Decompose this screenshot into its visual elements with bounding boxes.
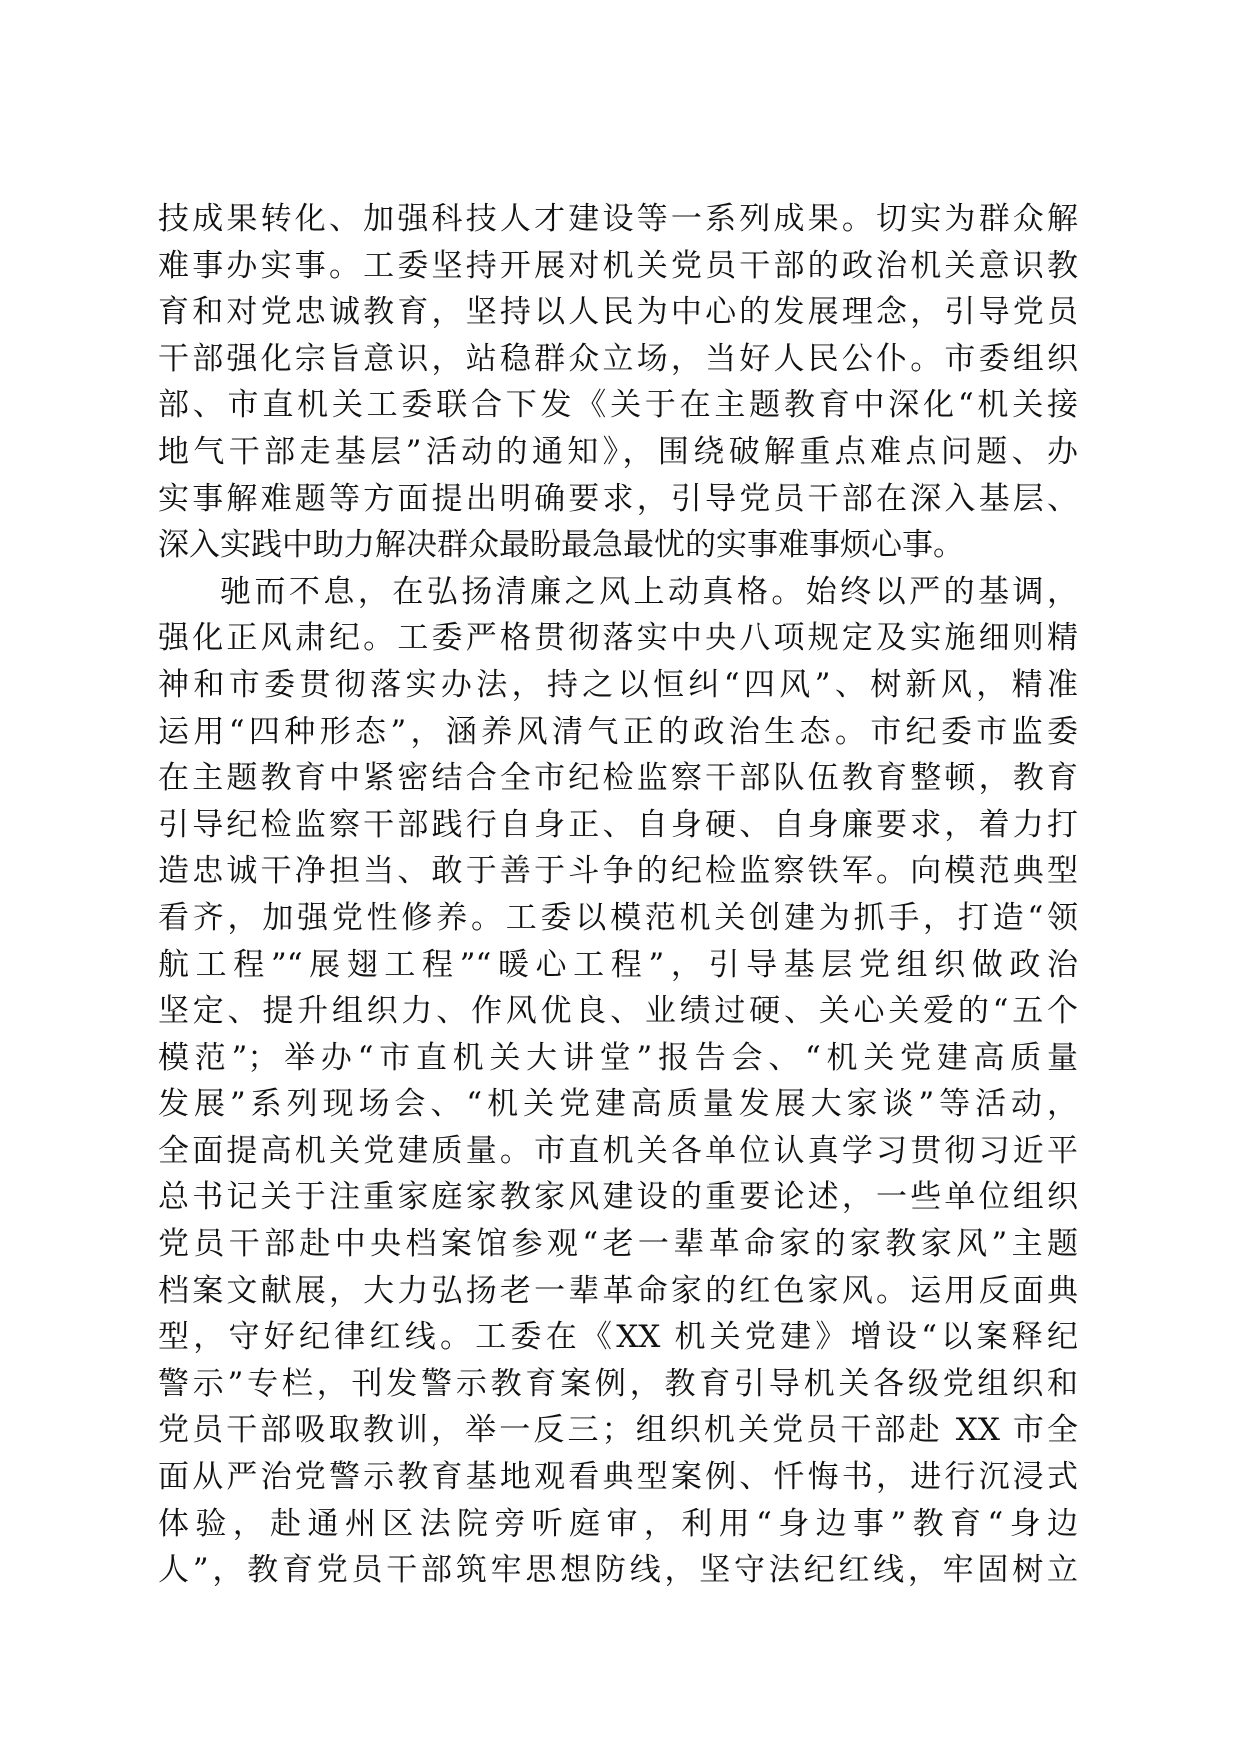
text-line: 难事办实事。工委坚持开展对机关党员干部的政治机关意识教 bbox=[158, 247, 1078, 284]
text-line: 档案文献展，大力弘扬老一辈革命家的红色家风。运用反面典 bbox=[158, 1272, 1078, 1309]
text-line: 技成果转化、加强科技人才建设等一系列成果。切实为群众解 bbox=[158, 201, 1078, 237]
text-line: 在主题教育中紧密结合全市纪检监察干部队伍教育整顿，教育 bbox=[158, 760, 1078, 797]
text-line: 航工程”“展翅工程”“暖心工程”，引导基层党组织做政治 bbox=[158, 946, 1078, 983]
text-line: 引导纪检监察干部践行自身正、自身硬、自身廉要求，着力打 bbox=[158, 806, 1078, 843]
text-line: 地气干部走基层”活动的通知》，围绕破解重点难点问题、办 bbox=[158, 433, 1078, 470]
text-line: 强化正风肃纪。工委严格贯彻落实中央八项规定及实施细则精 bbox=[158, 620, 1078, 657]
body-text bbox=[158, 196, 1078, 1594]
text-line: 人”，教育党员干部筑牢思想防线，坚守法纪红线，牢固树立 bbox=[158, 1552, 1078, 1589]
text-line: 干部强化宗旨意识，站稳群众立场，当好人民公仆。市委组织 bbox=[158, 340, 1078, 377]
text-line: 深入实践中助力解决群众最盼最急最忧的实事难事烦心事。 bbox=[158, 527, 964, 564]
text-line: 总书记关于注重家庭家教家风建设的重要论述，一些单位组织 bbox=[158, 1179, 1078, 1216]
text-line: 育和对党忠诚教育，坚持以人民为中心的发展理念，引导党员 bbox=[158, 294, 1078, 331]
text-line: 坚定、提升组织力、作风优良、业绩过硬、关心关爱的“五个 bbox=[158, 993, 1078, 1030]
text-line: 实事解难题等方面提出明确要求，引导党员干部在深入基层、 bbox=[158, 480, 1078, 517]
text-line: 警示”专栏，刊发警示教育案例，教育引导机关各级党组织和 bbox=[158, 1365, 1078, 1402]
text-line: 面从严治党警示教育基地观看典型案例、忏悔书，进行沉浸式 bbox=[158, 1459, 1078, 1496]
text-line: 运用“四种形态”，涵养风清气正的政治生态。市纪委市监委 bbox=[158, 713, 1078, 750]
text-line: 型，守好纪律红线。工委在《XX 机关党建》增设“以案释纪 bbox=[158, 1319, 1078, 1356]
paragraph-first-line: 驰而不息，在弘扬清廉之风上动真格。始终以严的基调， bbox=[220, 573, 1078, 610]
text-line: 部、市直机关工委联合下发《关于在主题教育中深化“机关接 bbox=[158, 387, 1078, 424]
text-line: 神和市委贯彻落实办法，持之以恒纠“四风”、树新风，精准 bbox=[158, 666, 1078, 703]
text-line: 全面提高机关党建质量。市直机关各单位认真学习贯彻习近平 bbox=[158, 1132, 1078, 1169]
text-line: 党员干部吸取教训，举一反三；组织机关党员干部赴 XX 市全 bbox=[158, 1412, 1078, 1449]
text-line: 发展”系列现场会、“机关党建高质量发展大家谈”等活动， bbox=[158, 1086, 1078, 1123]
text-line: 体验，赴通州区法院旁听庭审，利用“身边事”教育“身边 bbox=[158, 1505, 1078, 1542]
text-line: 造忠诚干净担当、敢于善于斗争的纪检监察铁军。向模范典型 bbox=[158, 853, 1078, 890]
text-line: 看齐，加强党性修养。工委以模范机关创建为抓手，打造“领 bbox=[158, 899, 1078, 936]
text-line: 模范”；举办“市直机关大讲堂”报告会、“机关党建高质量 bbox=[158, 1039, 1078, 1076]
text-line: 党员干部赴中央档案馆参观“老一辈革命家的家教家风”主题 bbox=[158, 1226, 1078, 1263]
